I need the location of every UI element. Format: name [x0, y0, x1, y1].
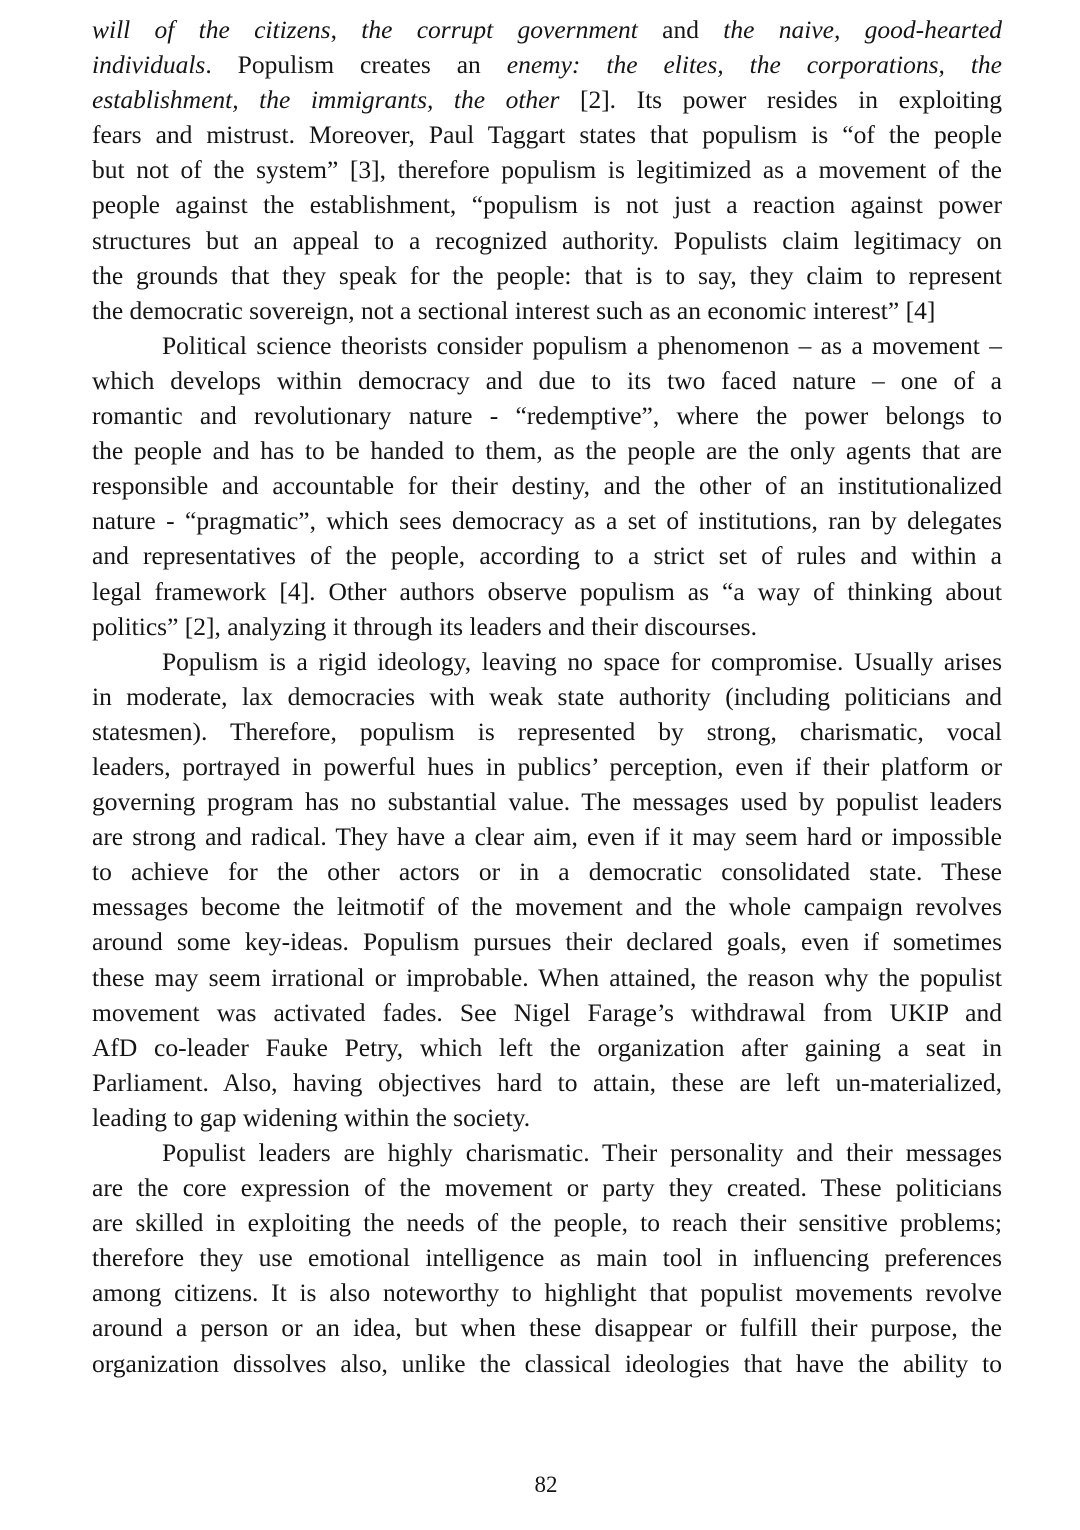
text-line	[92, 1240, 1002, 1275]
text-line	[92, 784, 1002, 819]
text-line	[92, 1100, 1002, 1135]
text-run: nature - “pragmatic”, which sees democracy as a set of institutions, ran by delegates	[92, 506, 1002, 536]
text-line	[92, 574, 1002, 609]
text-run: Political science theorists consider populism a phenomenon – as a movement –	[162, 330, 1002, 360]
text-run: Populism is a rigid ideology, leaving no space for compromise. Usually arises	[162, 646, 1002, 676]
text-run: Populist leaders are highly charismatic. Their personality and their messages	[162, 1138, 1002, 1167]
text-run: Parliament. Also, having objectives hard to attain, these are left un-materialized,	[92, 1067, 1002, 1097]
text-line	[92, 644, 1002, 679]
paragraph	[92, 644, 1002, 1135]
text-run: leading to gap widening within the society.	[92, 1102, 531, 1132]
text-line	[92, 889, 1002, 924]
text-run: responsible and accountable for their destiny, and the other of an institutionalized	[92, 471, 1002, 501]
text-line	[92, 995, 1002, 1030]
text-run: and	[637, 15, 724, 44]
text-run: messages become the leitmotif of the movement and the whole campaign revolves	[92, 892, 1002, 922]
text-line	[92, 328, 1002, 363]
text-line	[92, 1135, 1002, 1170]
text-run: around a person or an idea, but when these disappear or fulfill their purpose, the	[92, 1313, 1002, 1343]
text-line	[92, 924, 1002, 959]
text-line	[92, 714, 1002, 749]
text-run: politics” [2], analyzing it through its leaders and their discourses.	[92, 611, 757, 641]
text-line	[92, 503, 1002, 538]
text-run: which develops within democracy and due to its two faced nature – one of a	[92, 365, 1002, 395]
text-run: are strong and radical. They have a clear aim, even if it may seem hard or impossible	[92, 822, 1002, 852]
text-run: romantic and revolutionary nature - “redemptive”, where the power belongs to	[92, 401, 1002, 431]
text-run: movement was activated fades. See Nigel Farage’s withdrawal from UKIP and	[92, 997, 1002, 1027]
text-line	[92, 679, 1002, 714]
text-line	[92, 293, 1002, 328]
text-line	[92, 363, 1002, 398]
italic-text: the naive, good-hearted	[723, 15, 1003, 44]
text-line	[92, 854, 1002, 889]
text-line	[92, 12, 1002, 47]
text-line	[92, 223, 1002, 258]
text-line	[92, 1065, 1002, 1100]
text-line	[92, 433, 1002, 468]
text-run: legal framework [4]. Other authors observe populism as “a way of thinking about	[92, 576, 1002, 606]
text-run: in moderate, lax democracies with weak state authority (including politicians and	[92, 681, 1002, 711]
text-run: ,	[330, 15, 362, 44]
text-line	[92, 187, 1002, 222]
text-run: around some key-ideas. Populism pursues their declared goals, even if sometimes	[92, 927, 1002, 957]
text-line	[92, 609, 1002, 644]
text-run: the grounds that they speak for the people: that is to say, they claim to represent	[92, 260, 1002, 290]
text-run: these may seem irrational or improbable. When attained, the reason why the populist	[92, 962, 1002, 992]
text-run: the democratic sovereign, not a sectional interest such as an economic interest” [4]	[92, 295, 936, 325]
text-line	[92, 258, 1002, 293]
text-line	[92, 117, 1002, 152]
text-run: are the core expression of the movement or party they created. These politicians	[92, 1173, 1002, 1203]
text-run: but not of the system” [3], therefore populism is legitimized as a movement of the	[92, 155, 1002, 185]
text-line	[92, 47, 1002, 82]
text-line	[92, 1275, 1002, 1310]
italic-text: enemy: the elites, the corporations, the	[506, 50, 1002, 80]
paragraph	[92, 328, 1002, 644]
text-run: therefore they use emotional intelligence as main tool in influencing preferences	[92, 1243, 1002, 1273]
text-run: people against the establishment, “populism is not just a reaction against power	[92, 190, 1002, 220]
page-body	[92, 12, 1002, 1381]
text-line	[92, 1030, 1002, 1065]
text-line	[92, 152, 1002, 187]
text-run: the people and has to be handed to them, as the people are the only agents that are	[92, 436, 1002, 466]
italic-text: will of the citizens	[92, 15, 331, 44]
text-line	[92, 1205, 1002, 1240]
text-run: governing program has no substantial value. The messages used by populist leaders	[92, 787, 1002, 817]
page-number: 82	[534, 1472, 558, 1497]
text-run: are skilled in exploiting the needs of the people, to reach their sensitive problems;	[92, 1208, 1002, 1238]
text-run: structures but an appeal to a recognized authority. Populists claim legitimacy on	[92, 225, 1002, 255]
text-run: organization dissolves also, unlike the classical ideologies that have the ability to	[92, 1348, 1002, 1378]
text-run: leaders, portrayed in powerful hues in publics’ perception, even if their platform or	[92, 751, 1002, 781]
text-run: to achieve for the other actors or in a democratic consolidated state. These	[92, 857, 1002, 887]
text-line	[92, 538, 1002, 573]
text-line	[92, 960, 1002, 995]
text-line	[92, 468, 1002, 503]
paragraph	[92, 1135, 1002, 1381]
text-run: AfD co-leader Fauke Petry, which left the organization after gaining a seat in	[92, 1032, 1002, 1062]
text-line	[92, 749, 1002, 784]
text-run: fears and mistrust. Moreover, Paul Taggart states that populism is “of the people	[92, 120, 1002, 150]
text-line	[92, 398, 1002, 433]
text-line	[92, 1310, 1002, 1345]
text-run: among citizens. It is also noteworthy to highlight that populist movements revolve	[92, 1278, 1002, 1308]
paragraph	[92, 12, 1002, 328]
italic-text: individuals	[92, 50, 206, 80]
text-line	[92, 1170, 1002, 1205]
text-run: . Populism creates an	[205, 50, 507, 80]
italic-text: establishment, the immigrants, the other	[92, 85, 560, 115]
text-line	[92, 82, 1002, 117]
text-line	[92, 1346, 1002, 1381]
text-line	[92, 819, 1002, 854]
text-run: [2]. Its power resides in exploiting	[559, 85, 1002, 115]
text-run: statesmen). Therefore, populism is represented by strong, charismatic, vocal	[92, 716, 1002, 746]
text-run: and representatives of the people, according to a strict set of rules and within a	[92, 541, 1002, 571]
italic-text: the corrupt government	[361, 15, 638, 44]
